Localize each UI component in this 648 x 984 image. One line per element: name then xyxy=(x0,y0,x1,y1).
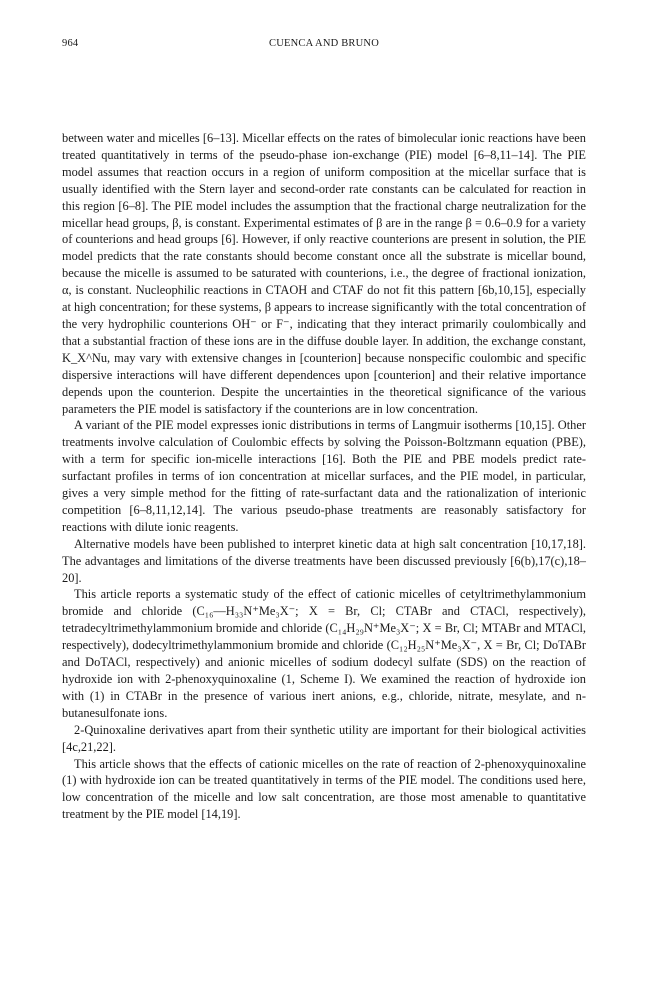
page xyxy=(62,38,586,823)
running-head: CUENCA AND BRUNO xyxy=(269,38,379,49)
page-header xyxy=(62,38,586,54)
paragraph-3: Alternative models have been published to interpret kinetic data at high salt concentration [10,17,18]. The advantages and limitations of the diverse treatments have been discussed previously [6(b),17(c),18–20]. xyxy=(62,536,586,585)
paragraph-2: A variant of the PIE model expresses ionic distributions in terms of Langmuir isotherms [10,15]. Other treatments involve calculation of Coulombic effects by solving the Poisson-Boltzmann equation (PBE), with a term for specific ion-micelle interactions [16]. Both the PIE and PBE models predict rate-surfactant profiles in terms of ion concentration at micellar surfaces, and the PIE model, in particular, gives a very simple method for the fitting of rate-surfactant data and the rationalization of interionic competition [6–8,11,12,14]. The various pseudo-phase treatments are reasonably satisfactory for reactions with dilute ionic reagents. xyxy=(62,418,586,534)
paragraph-5: 2-Quinoxaline derivatives apart from their synthetic utility are important for their biological activities [4c,21,22]. xyxy=(62,722,586,754)
paragraph-1: between water and micelles [6–13]. Micellar effects on the rates of bimolecular ionic reactions have been treated quantitatively in terms of the pseudo-phase ion-exchange (PIE) model [6–8,11–14]. The PIE model assumes that reaction occurs in a region of uniform composition at the micellar surface that is usually identified with the Stern layer and second-order rate constants can be calculated for reaction in this region [6–8]. The PIE model includes the assumption that the fractional charge neutralization for the micellar head groups, β, is constant. Experimental estimates of β are in the range β = 0.6–0.9 for a variety of counterions and head groups [6]. However, if only reactive counterions are present in solution, the PIE model predicts that the rate constants should become constant once all the substrate is micellar bound, because the micelle is assumed to be saturated with counterions, i.e., the degree of fractional ionization, α, is constant. Nucleophilic reactions in CTAOH and CTAF do not fit this pattern [6b,10,15], especially at high concentration; for these systems, β appears to increase significantly with the total concentration of the very hydrophilic counterions OH⁻ or F⁻, indicating that they interact primarily coulombically and that a substantial fraction of these ions are in the diffuse double layer. In addition, the exchange constant, K_X^Nu, may vary with extensive changes in [counterion] because nonspecific coulombic and specific dispersive interactions will have different dependences upon [counterion] and their relative importance depends upon the counterion. Despite the uncertainties in the theoretical significance of the various parameters the PIE model is satisfactory if the counterions are in low concentration. xyxy=(62,131,586,416)
page-number: 964 xyxy=(62,38,79,49)
paragraph-6: This article shows that the effects of cationic micelles on the rate of reaction of 2-phenoxyquinoxaline (1) with hydroxide ion can be treated quantitatively in terms of the PIE model. The conditions used here, low concentration of the micelle and low salt concentration, are those most amenable to quantitative treatment by the PIE model [14,19]. xyxy=(62,756,586,822)
paragraph-4: This article reports a systematic study of the effect of cationic micelles of cetyltrimethylammonium bromide and chloride (C₁₆—H₃₃N⁺Me₃X⁻; X = Br, Cl; CTABr and CTACl, respectively), tetradecyltrimethylammonium bromide and chloride (C₁₄H₂₉N⁺Me₃X⁻; X = Br, Cl; MTABr and MTACl, respectively), dodecyltrimethylammonium bromide and chloride (C₁₂H₂₅N⁺Me₃X⁻, X = Br, Cl; DoTABr and DoTACl, respectively) and anionic micelles of sodium dodecyl sulfate (SDS) on the reaction of hydroxide ion with 2-phenoxyquinoxaline (1, Scheme I). We examined the reaction of hydroxide ion with (1) in CTABr in the presence of various inert anions, e.g., chloride, nitrate, mesylate, and n-butanesulfonate ions. xyxy=(62,587,586,720)
article-body xyxy=(62,130,586,823)
